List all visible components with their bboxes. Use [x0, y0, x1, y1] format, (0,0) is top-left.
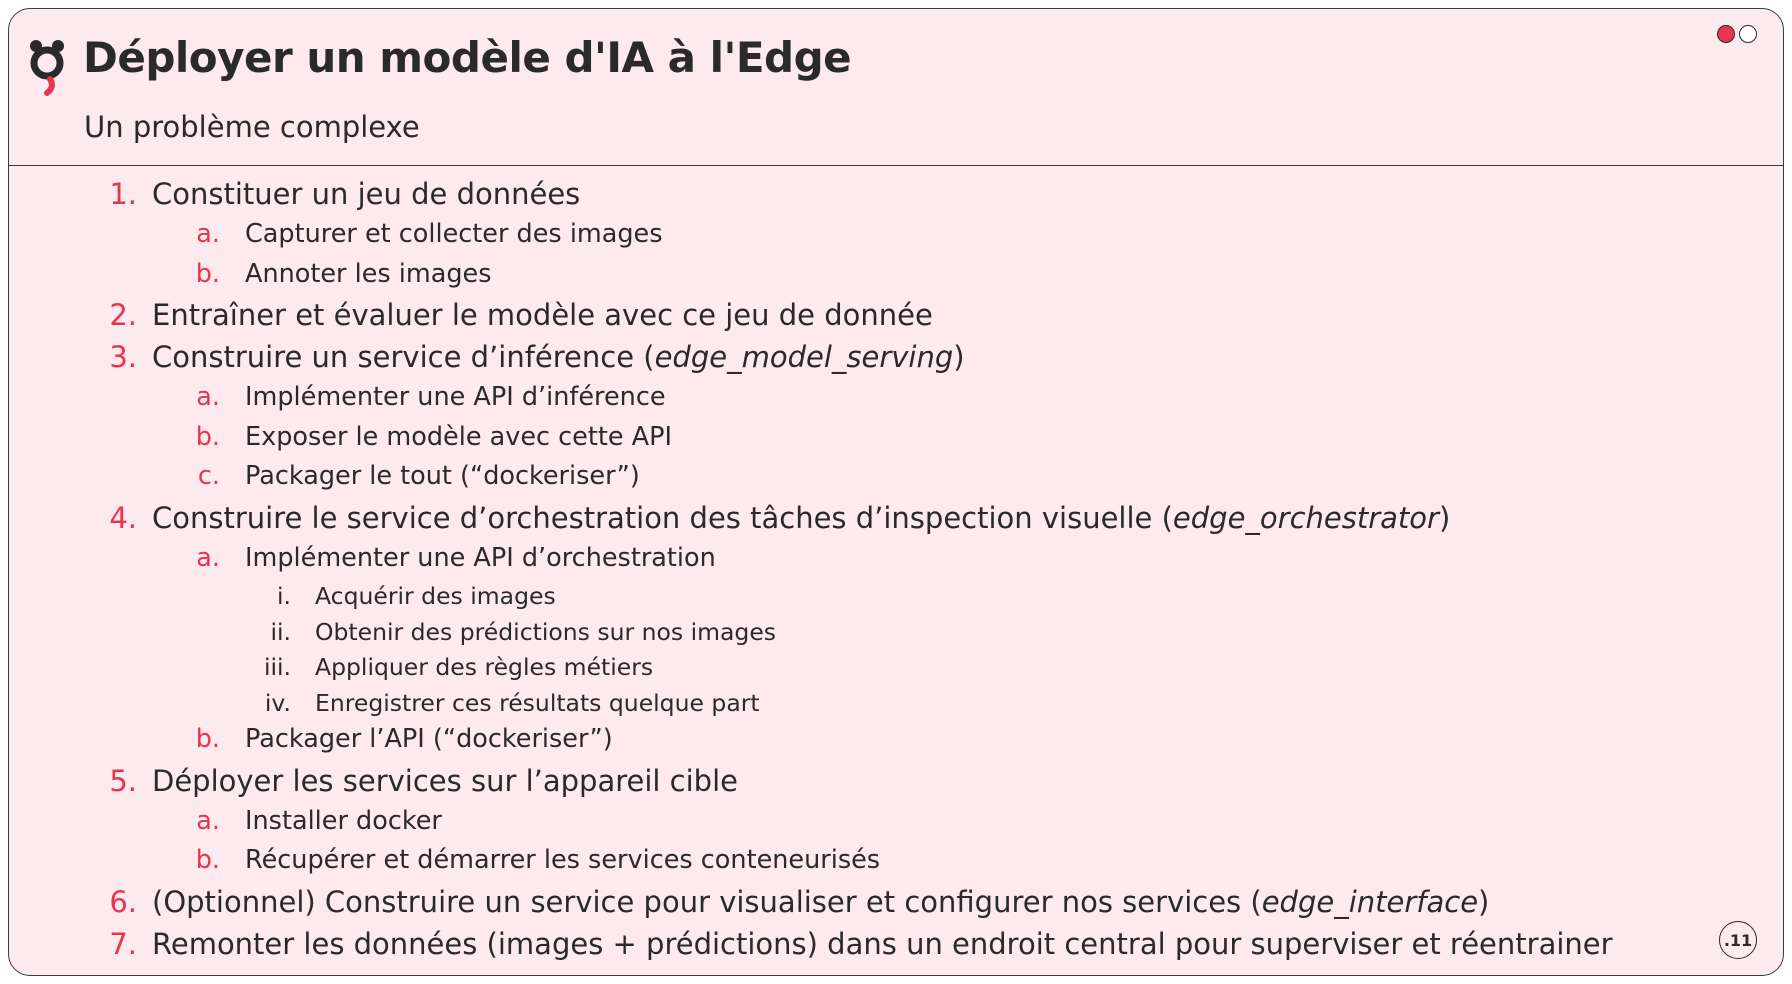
- list-text: Packager l’API (“dockeriser”): [245, 724, 613, 754]
- outline-list: [9, 177, 1783, 969]
- list-text: Capturer et collecter des images: [245, 219, 663, 249]
- list-text: Implémenter une API d’inférence: [245, 382, 666, 412]
- list-number: 5.: [109, 763, 137, 798]
- sub-list-item: [9, 543, 1783, 583]
- list-item: [9, 340, 1783, 382]
- sub-sub-list-item: [9, 689, 1783, 725]
- list-text: [152, 885, 1489, 919]
- list-number: 3.: [109, 340, 137, 374]
- list-text: Constituer un jeu de données: [152, 177, 581, 211]
- sub-list-item: [9, 724, 1783, 764]
- list-letter: b.: [195, 258, 220, 289]
- list-text: Remonter les données (images + prédictions) dans un endroit central pour superviser et réentrainer: [152, 926, 1613, 961]
- list-letter: c.: [197, 461, 220, 491]
- list-roman: iv.: [264, 688, 291, 717]
- list-letter: b.: [195, 421, 220, 452]
- sub-sub-list-item: [9, 618, 1783, 654]
- page-title: Déployer un modèle d'IA à l'Edge: [83, 33, 852, 82]
- list-roman: iii.: [263, 653, 291, 681]
- slide-header: [9, 9, 1783, 166]
- sub-list-item: [9, 259, 1783, 299]
- bear-head-logo-icon: [29, 39, 65, 97]
- list-letter: a.: [196, 805, 220, 836]
- list-item: [9, 298, 1783, 340]
- list-text: Entraîner et évaluer le modèle avec ce jeu de donnée: [152, 298, 933, 332]
- list-text: Récupérer et démarrer les services conteneurisés: [245, 845, 881, 875]
- list-text-part: Construire le service d’orchestration des tâches d’inspection visuelle (: [152, 500, 1173, 535]
- list-letter: b.: [195, 724, 220, 754]
- empty-dot-icon: [1739, 25, 1757, 43]
- list-roman: ii.: [270, 617, 291, 646]
- list-number: 6.: [109, 884, 137, 919]
- list-text: Obtenir des prédictions sur nos images: [315, 617, 777, 646]
- slide: [8, 8, 1784, 976]
- list-item: [9, 177, 1783, 219]
- list-text: Déployer les services sur l’appareil cible: [152, 763, 738, 798]
- list-text: Annoter les images: [245, 258, 492, 289]
- list-text: Appliquer des règles métiers: [315, 653, 654, 681]
- list-number: 4.: [109, 500, 137, 535]
- service-name: edge_model_serving: [654, 340, 954, 374]
- list-text: Acquérir des images: [315, 582, 556, 610]
- sub-list-item: [9, 806, 1783, 846]
- sub-sub-list-item: [9, 653, 1783, 689]
- list-text-part: ): [1438, 500, 1451, 535]
- service-name: edge_interface: [1261, 884, 1479, 919]
- list-number: 1.: [109, 177, 137, 211]
- list-text: [152, 340, 965, 374]
- list-letter: b.: [195, 845, 220, 875]
- sub-list-item: [9, 422, 1783, 462]
- list-letter: a.: [196, 219, 220, 249]
- sub-list-item: [9, 382, 1783, 422]
- service-name: edge_orchestrator: [1172, 500, 1439, 535]
- list-item: [9, 501, 1783, 543]
- sub-list-item: [9, 219, 1783, 259]
- sub-list-item: [9, 461, 1783, 501]
- list-text: Installer docker: [245, 805, 442, 836]
- list-text: Packager le tout (“dockeriser”): [245, 461, 640, 491]
- list-number: 7.: [109, 926, 137, 961]
- list-text: Enregistrer ces résultats quelque part: [315, 688, 760, 717]
- list-text-part: ): [953, 340, 965, 374]
- list-text-part: ): [1478, 884, 1490, 919]
- list-item: [9, 927, 1783, 969]
- list-number: 2.: [109, 298, 137, 332]
- list-text: Implémenter une API d’orchestration: [245, 542, 716, 573]
- list-roman: i.: [277, 582, 291, 610]
- page-number-badge: .11: [1719, 921, 1757, 959]
- list-item: [9, 885, 1783, 927]
- page-subtitle: Un problème complexe: [84, 110, 420, 144]
- sub-list-item: [9, 845, 1783, 885]
- filled-dot-icon: [1717, 25, 1735, 43]
- list-text-part: Construire un service d’inférence (: [152, 340, 655, 374]
- list-text: [152, 501, 1450, 535]
- sub-sub-list-item: [9, 582, 1783, 618]
- slide-indicator: [1717, 25, 1757, 43]
- list-letter: a.: [196, 542, 220, 573]
- list-item: [9, 764, 1783, 806]
- list-text-part: (Optionnel) Construire un service pour visualiser et configurer nos services (: [152, 884, 1262, 919]
- list-letter: a.: [196, 382, 220, 412]
- list-text: Exposer le modèle avec cette API: [245, 421, 673, 452]
